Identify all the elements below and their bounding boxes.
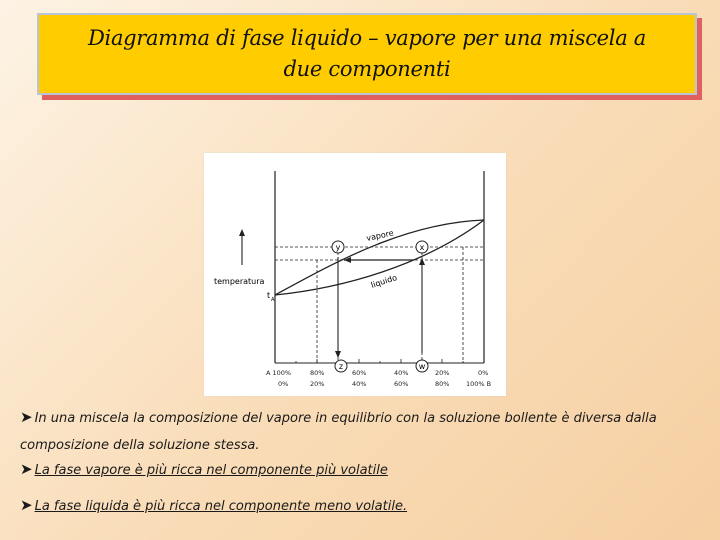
point-x-label: x xyxy=(419,243,425,252)
bullet-1-text: In una miscela la composizione del vapore in equilibrio con la soluzione bollente è diversa dalla composizione della soluzione stessa. xyxy=(20,411,657,453)
row-b-3: 60% xyxy=(394,380,409,388)
row-a-4: 20% xyxy=(435,369,450,377)
liquid-label: liquido xyxy=(369,273,399,290)
arrowhead-up xyxy=(419,258,425,265)
temperature-arrowhead xyxy=(239,229,245,236)
row-b-2: 40% xyxy=(352,380,367,388)
temperature-label: temperatura xyxy=(214,277,265,286)
vapour-label: vapore xyxy=(365,228,395,243)
bullet-arrow-icon: ➤ xyxy=(20,408,33,426)
bullet-3 xyxy=(20,496,407,514)
slide-title: Diagramma di fase liquido – vapore per una miscela a due componenti xyxy=(87,26,647,81)
point-y-label: y xyxy=(335,243,341,252)
bullet-arrow-icon: ➤ xyxy=(20,460,33,478)
row-b-5: 100% B xyxy=(466,380,492,388)
bullet-2 xyxy=(20,460,388,478)
row-a-0: A 100% xyxy=(266,369,292,377)
row-a-1: 80% xyxy=(310,369,325,377)
bullet-arrow-icon: ➤ xyxy=(20,496,33,514)
axis-ticks xyxy=(296,359,463,363)
point-z-label: z xyxy=(338,362,344,371)
dashed-guides xyxy=(275,247,484,363)
bullet-2-text: La fase vapore è più ricca nel componente più volatile xyxy=(34,463,388,478)
row-a-labels xyxy=(266,369,488,377)
phase-diagram xyxy=(204,153,506,396)
title-banner xyxy=(37,13,697,95)
row-b-1: 20% xyxy=(310,380,325,388)
t-subscript: A xyxy=(271,297,275,303)
row-a-2: 60% xyxy=(352,369,367,377)
row-a-5: 0% xyxy=(478,369,489,377)
t-label: t xyxy=(267,291,271,300)
row-b-4: 80% xyxy=(435,380,450,388)
point-w-label: w xyxy=(418,362,426,371)
arrowhead-down xyxy=(335,351,341,358)
bullet-3-text: La fase liquida è più ricca nel componente meno volatile. xyxy=(34,499,408,514)
phase-diagram-figure xyxy=(204,153,506,396)
row-b-labels xyxy=(278,380,491,388)
bullet-1 xyxy=(20,404,700,459)
row-a-3: 40% xyxy=(394,369,409,377)
row-b-0: 0% xyxy=(278,380,289,388)
